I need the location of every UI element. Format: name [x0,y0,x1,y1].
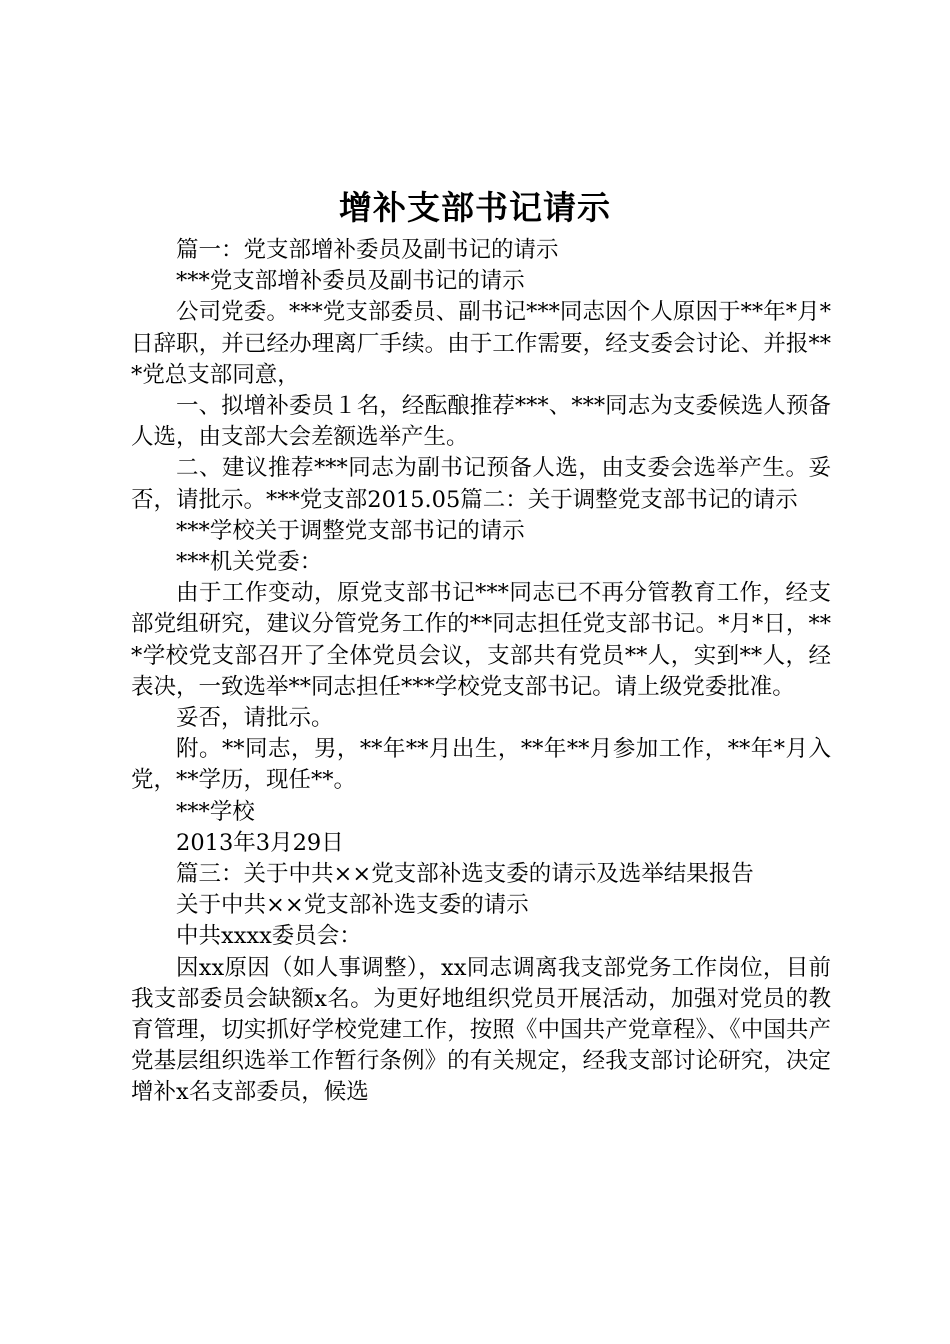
paragraph: 公司党委。***党支部委员、副书记***同志因个人原因于**年*月*日辞职，并已经办理离厂手续。由于工作需要，经支委会讨论、并报***党总支部同意， [131,299,831,388]
document-body [131,235,831,1109]
paragraph: ***学校关于调整党支部书记的请示 [176,517,525,544]
paragraph: 一、拟增补委员１名，经酝酿推荐***、***同志为支委候选人预备人选，由支部大会差额选举产生。 [131,393,831,451]
paragraph: ***学校 [176,798,255,825]
paragraph: ***机关党委： [176,549,323,576]
paragraph: 篇一：党支部增补委员及副书记的请示 [176,237,559,263]
paragraph: 妥否，请批示。 [176,705,334,732]
paragraph: 由于工作变动，原党支部书记***同志已不再分管教育工作，经支部党组研究，建议分管党务工作的**同志担任党支部书记。*月*日，***学校党支部召开了全体党员会议，支部共有党员**人，实到**人，经表决，一致选举**同志担任***学校党支部书记。请上级党委批准。 [131,580,831,700]
paragraph: 二、建议推荐***同志为副书记预备人选，由支委会选举产生。妥否，请批示。***党支部2015.05篇二：关于调整党支部书记的请示 [131,455,831,513]
document-title: 增补支部书记请示 [339,188,611,227]
paragraph: 关于中共××党支部补选支委的请示 [176,892,529,919]
paragraph: 2013年3月29日 [176,829,344,856]
paragraph: 因xx原因（如人事调整），xx同志调离我支部党务工作岗位，目前我支部委员会缺额x名。为更好地组织党员开展活动，加强对党员的教育管理，切实抓好学校党建工作，按照《中国共产党章程》、《中国共产党基层组织选举工作暂行条例》的有关规定，经我支部讨论研究，决定增补x名支部委员，候选 [131,954,831,1106]
paragraph: ***党支部增补委员及副书记的请示 [176,268,525,295]
paragraph: 篇三：关于中共××党支部补选支委的请示及选举结果报告 [176,861,754,888]
paragraph: 中共xxxx委员会： [176,923,362,950]
paragraph: 附。**同志，男，**年**月出生，**年**月参加工作，**年*月入党，**学历，现任**。 [131,736,831,794]
